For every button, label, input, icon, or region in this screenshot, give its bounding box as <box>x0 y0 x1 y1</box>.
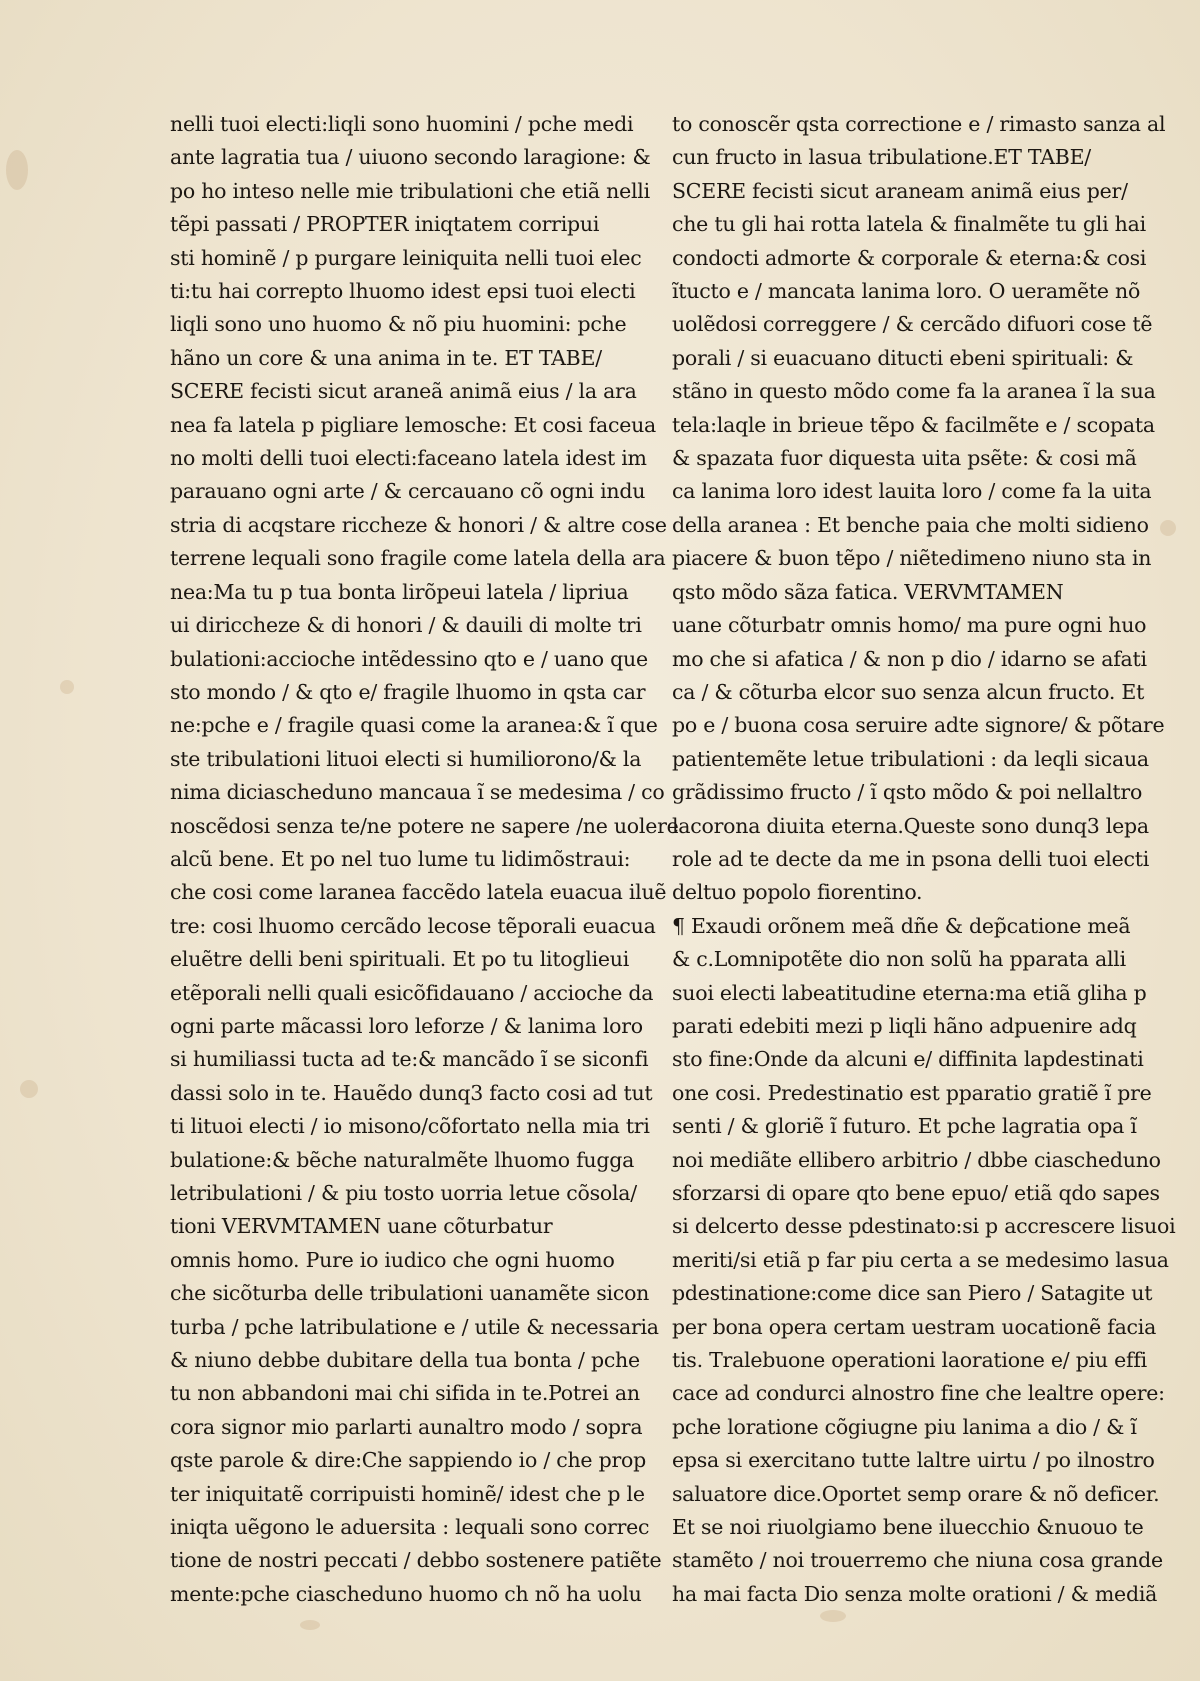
text-line: noscẽdosi senza te/ne potere ne sapere /ne uolere <box>170 813 679 838</box>
text-line: pche loratione cõgiugne piu lanima a dio / & ĩ <box>672 1414 1137 1439</box>
text-line: nelli tuoi electi:liqli sono huomini / pche medi <box>170 112 634 136</box>
text-line: ante lagratia tua / uiuono secondo laragione: & <box>170 145 651 170</box>
text-line: qsto mõdo sãza fatica. VERVMTAMEN <box>672 579 1064 604</box>
text-line: & spazata fuor diquesta uita psẽte: & cosi mã <box>672 446 1137 471</box>
text-line: saluatore dice.Oportet semp orare & nõ deficer. <box>672 1481 1160 1506</box>
foxing-spot <box>1160 520 1176 536</box>
text-line: ĩtucto e / mancata lanima loro. O ueramẽte nõ <box>672 279 1141 304</box>
text-line: liqli sono uno huomo & nõ piu huomini: pche <box>170 312 627 337</box>
text-line: sto fine:Onde da alcuni e/ diffinita lapdestinati <box>672 1047 1144 1072</box>
text-line: mo che si afatica / & non p dio / idarno se afati <box>672 646 1147 671</box>
text-line: stria di acqstare riccheze & honori / & altre cose <box>170 512 667 537</box>
text-line: etẽporali nelli quali esicõfidauano / acciochе da <box>170 980 654 1005</box>
text-line: deltuo popolo fiorentino. <box>672 880 923 905</box>
text-line: ha mai facta Dio senza molte orationi / & mediã <box>672 1581 1158 1606</box>
text-line: cace ad condurci alnostro fine che lealtre opere: <box>672 1381 1165 1406</box>
text-line: ter iniquitatẽ corripuisti hominẽ/ idest che p le <box>170 1481 645 1506</box>
text-line: alcũ bene. Et po nel tuo lume tu lidimõstraui: <box>170 846 631 871</box>
foxing-spot <box>20 1080 38 1098</box>
text-line: piacere & buon tẽpo / niẽtedimeno niuno sta in <box>672 546 1152 571</box>
text-line: pdestinatione:come dice san Piero / Satagite ut <box>672 1281 1153 1306</box>
text-line: & c.Lomnipotẽte dio non solũ ha pparata alli <box>672 947 1126 972</box>
text-line: one cosi. Predestinatio est pparatio gratiẽ ĩ pre <box>672 1080 1152 1105</box>
text-line: SCERE fecisti sicut araneam animã eius per/ <box>672 178 1128 203</box>
text-line: ne:pche e / fragile quasi come la aranea:& ĩ que <box>170 713 658 738</box>
text-line: ste tribulationi lituoi electi si humiliorono/& la <box>170 746 642 771</box>
text-line: meriti/si etiã p far piu certa a se medesimo lasua <box>672 1247 1169 1272</box>
text-line: noi mediãte ellibero arbitrio / dbbe ciascheduno <box>672 1147 1161 1172</box>
text-line: si humiliassi tucta ad te:& mancãdo ĩ se siconfi <box>170 1047 649 1072</box>
text-line: bulatione:& bẽche naturalmẽte lhuomo fugga <box>170 1147 635 1172</box>
text-line: qste parole & dire:Che sappiendo io / che prop <box>170 1448 646 1473</box>
text-line: letribulationi / & piu tosto uorria letue cõsola/ <box>170 1181 637 1205</box>
foxing-spot <box>60 680 74 694</box>
text-line: nima diciascheduno mancaua ĩ se medesima / co <box>170 780 665 805</box>
text-line: hãno un core & una anima in te. ET TABE/ <box>170 345 602 370</box>
text-line: tre: cosi lhuomo cercãdo lecose tẽporali euacua <box>170 913 656 938</box>
foxing-spot <box>300 1620 320 1630</box>
text-line: mente:pche ciascheduno huomo ch nõ ha uolu <box>170 1581 642 1606</box>
text-line: parauano ogni arte / & cercauano cõ ogni indu <box>170 479 646 504</box>
text-line: epsa si exercitano tutte laltre uirtu / po ilnostro <box>672 1448 1155 1473</box>
text-line: uolẽdosi correggere / & cercãdo difuori cose tẽ <box>672 312 1153 337</box>
text-line: ca / & cõturba elcor suo senza alcun fructo. Et <box>672 679 1145 704</box>
text-line: ogni parte mãcassi loro leforze / & lanima loro <box>170 1013 643 1038</box>
text-line: eluẽtre delli beni spirituali. Et po tu litoglieui <box>170 947 630 972</box>
text-line: sto mondo / & qto e/ fragile lhuomo in qsta car <box>170 679 646 704</box>
foxing-spot <box>820 1610 846 1622</box>
right-text-column <box>672 108 1176 1611</box>
text-line: suoi electi labeatitudine eterna:ma etiã gliha p <box>672 980 1147 1005</box>
text-line: dassi solo in te. Hauẽdo dunq3 facto cosi ad tut <box>170 1080 653 1105</box>
text-line: che sicõturba delle tribulationi uanamẽte sicon <box>170 1281 650 1306</box>
text-line: cun fructo in lasua tribulatione.ET TABE/ <box>672 145 1091 170</box>
text-line: no molti delli tuoi electi:faceano latela idest im <box>170 446 647 471</box>
text-line: che cosi come laranea faccẽdo latela euacua iluẽ <box>170 880 667 905</box>
text-line: iniqta uẽgono le aduersita : lequali sono correc <box>170 1515 650 1540</box>
text-line: parati edebiti mezi p liqli hãno adpuenire adq <box>672 1013 1137 1038</box>
text-line: tioni VERVMTAMEN uane cõturbatur <box>170 1214 553 1239</box>
text-line: tis. Tralebuone operationi laoratione e/ piu effi <box>672 1348 1147 1373</box>
foxing-spot <box>6 150 28 190</box>
text-line: Et se noi riuolgiamo bene iluecchio &nuouo te <box>672 1515 1144 1540</box>
text-line: della aranea : Et benche paia che molti sidieno <box>672 512 1149 537</box>
text-line: sti hominẽ / p purgare leiniquita nelli tuoi elec <box>170 245 642 270</box>
text-line: po ho inteso nelle mie tribulationi che etiã nelli <box>170 178 650 203</box>
text-line: tu non abbandoni mai chi sifida in te.Potrei an <box>170 1381 640 1406</box>
text-line: po e / buona cosa seruire adte signore/ & põtare <box>672 713 1165 738</box>
text-line: si delcerto desse pdestinato:si p accrescere lisuoi <box>672 1214 1176 1239</box>
text-line: tela:laqle in brieue tẽpo & facilmẽte e / scopata <box>672 412 1155 437</box>
text-line: per bona opera certam uestram uocationẽ facia <box>672 1314 1157 1339</box>
text-line: ti:tu hai correpto lhuomo idest epsi tuoi electi <box>170 279 636 304</box>
text-line: to conoscẽr qsta correctione e / rimasto sanza al <box>672 112 1166 136</box>
text-line: uane cõturbatr omnis homo/ ma pure ogni huo <box>672 613 1147 638</box>
text-line: senti / & gloriẽ ĩ futuro. Et pche lagratia opa ĩ <box>672 1114 1137 1139</box>
text-line: ui diriccheze & di honori / & dauili di molte tri <box>170 613 642 638</box>
text-line: turba / pche latribulatione e / utile & necessaria <box>170 1314 659 1339</box>
text-line: ca lanima loro idest lauita loro / come fa la uita <box>672 479 1152 504</box>
text-line: lacorona diuita eterna.Queste sono dunq3 lepa <box>672 813 1149 838</box>
text-line: tione de nostri peccati / debbo sostenere patiẽte <box>170 1548 662 1573</box>
text-line: ¶ Exaudi orõnem meã dñe & dep̃catione meã <box>672 913 1131 938</box>
text-line: role ad te decte da me in psona delli tuoi electi <box>672 846 1150 871</box>
text-line: bulationi:acciochе intẽdessino qto e / uano que <box>170 646 648 671</box>
text-line: tẽpi passati / PROPTER iniqtatem corripui <box>170 212 600 237</box>
text-line: omnis homo. Pure io iudico che ogni huomo <box>170 1247 615 1272</box>
text-line: patientemẽte letue tribulationi : da leqli sicaua <box>672 746 1149 771</box>
text-line: nea:Ma tu p tua bonta lirõpeui latela / lipriua <box>170 579 629 604</box>
text-line: & niuno debbe dubitare della tua bonta / pche <box>170 1348 640 1373</box>
text-line: grãdissimo fructo / ĩ qsto mõdo & poi nellaltro <box>672 780 1143 805</box>
left-text-column <box>170 108 679 1611</box>
text-line: che tu gli hai rotta latela & finalmẽte tu gli hai <box>672 212 1146 237</box>
text-line: ti lituoi electi / io misono/cõfortato nella mia tri <box>170 1114 650 1139</box>
text-line: nea fa latela p pigliare lemosche: Et cosi faceua <box>170 412 657 437</box>
text-line: stamẽto / noi trouerremo che niuna cosa grande <box>672 1548 1163 1573</box>
text-line: cora signor mio parlarti aunaltro modo / sopra <box>170 1414 643 1439</box>
text-line: condocti admorte & corporale & eterna:& cosi <box>672 245 1147 270</box>
text-line: stãno in questo mõdo come fa la aranea ĩ la sua <box>672 379 1156 404</box>
text-line: terrene lequali sono fragile come latela della ara <box>170 546 666 571</box>
text-line: SCERE fecisti sicut araneã animã eius / la ara <box>170 379 637 404</box>
text-line: porali / si euacuano ditucti ebeni spirituali: & <box>672 345 1134 370</box>
text-line: sforzarsi di opare qto bene epuo/ etiã qdo sapes <box>672 1181 1160 1205</box>
